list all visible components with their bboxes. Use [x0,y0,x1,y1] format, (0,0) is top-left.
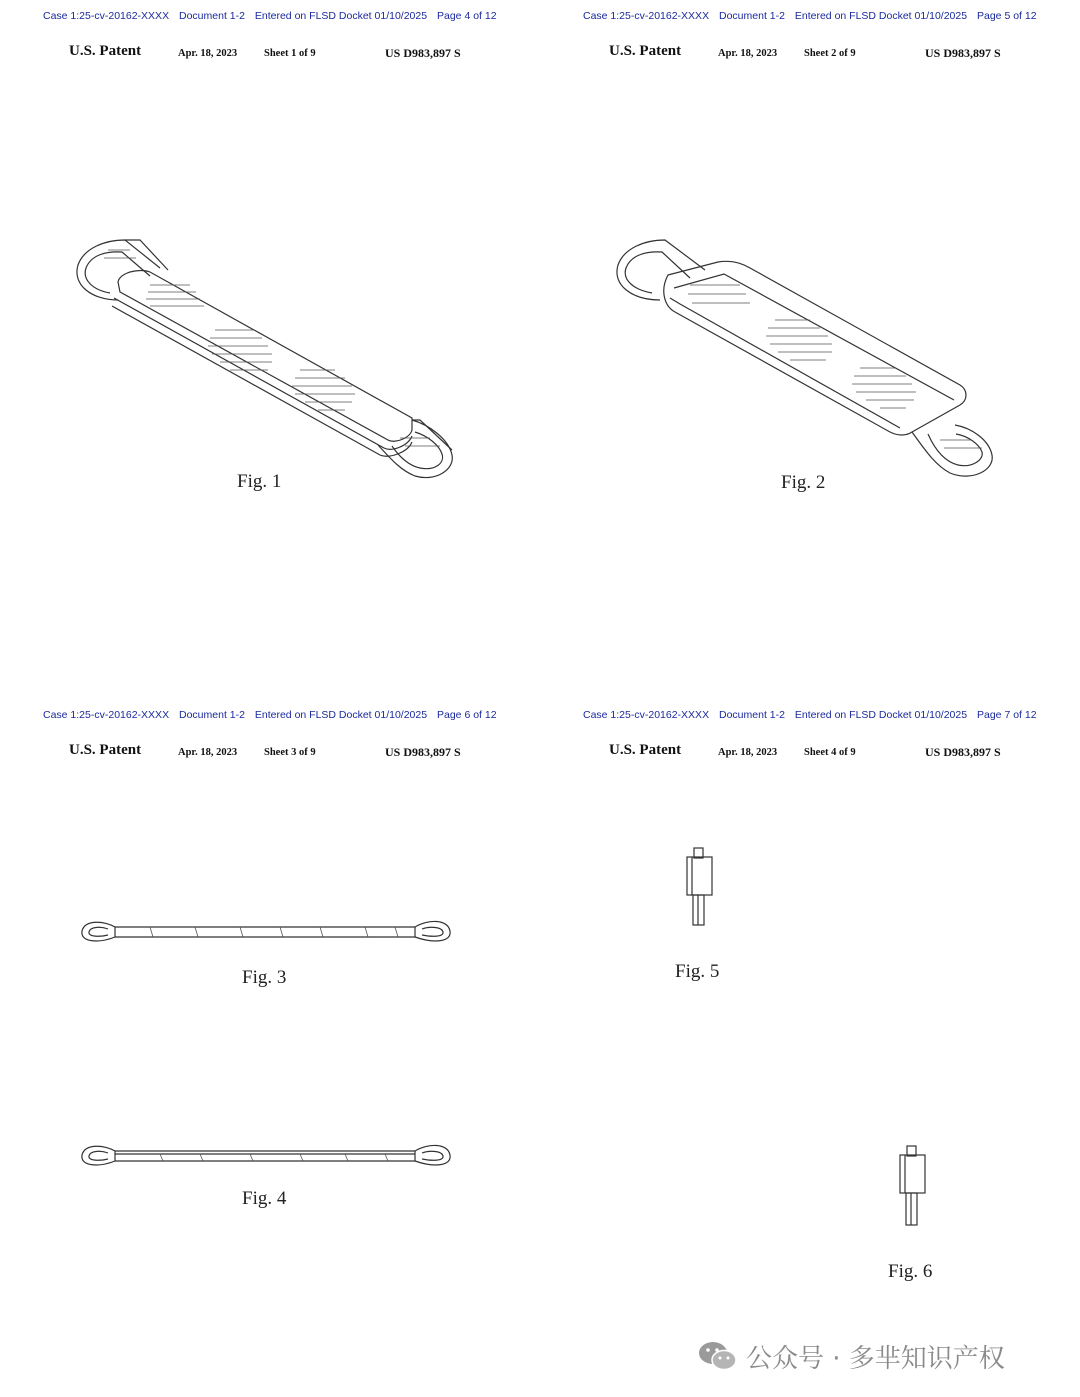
patent-sheet-3 [0,699,540,1397]
header-sheet: Sheet 1 of 9 [264,48,316,59]
docket-document: Document 1-2 [179,10,245,22]
docket-case: Case 1:25-cv-20162-XXXX [43,709,170,721]
patent-sheet-4 [540,699,1080,1397]
patent-sheet-2 [540,0,1080,698]
fig-2-label: Fig. 2 [781,472,826,493]
header-patent-number: US D983,897 S [385,745,461,759]
watermark-text: 公众号 · 多芈知识产权 [746,1343,1005,1374]
patent-sheet-1 [0,0,540,698]
docket-page: Page 4 of 12 [437,10,497,22]
docket-case: Case 1:25-cv-20162-XXXX [43,10,170,22]
fig-6-drawing [540,699,1080,1397]
docket-case: Case 1:25-cv-20162-XXXX [583,10,710,22]
header-title: U.S. Patent [609,43,682,59]
header-sheet: Sheet 3 of 9 [264,747,316,758]
header-title: U.S. Patent [609,742,682,758]
header-patent-number: US D983,897 S [925,745,1001,759]
fig-6-label: Fig. 6 [888,1261,933,1282]
fig-1-label: Fig. 1 [237,471,282,492]
header-sheet: Sheet 4 of 9 [804,747,856,758]
header-patent-number: US D983,897 S [925,46,1001,60]
fig-5-label: Fig. 5 [675,961,720,982]
docket-page: Page 5 of 12 [977,10,1037,22]
header-date: Apr. 18, 2023 [718,747,778,758]
fig-1-drawing [0,0,540,698]
docket-document: Document 1-2 [719,709,785,721]
docket-entered: Entered on FLSD Docket 01/10/2025 [794,10,968,22]
header-title: U.S. Patent [69,43,142,59]
fig-2-drawing [540,0,1080,698]
header-date: Apr. 18, 2023 [178,747,238,758]
docket-document: Document 1-2 [179,709,245,721]
fig-3-label: Fig. 3 [242,967,287,988]
docket-entered: Entered on FLSD Docket 01/10/2025 [794,709,968,721]
wechat-icon [698,1340,738,1372]
docket-case: Case 1:25-cv-20162-XXXX [583,709,710,721]
docket-document: Document 1-2 [719,10,785,22]
fig-4-label: Fig. 4 [242,1188,287,1209]
fig-4-drawing [0,699,540,1397]
docket-entered: Entered on FLSD Docket 01/10/2025 [254,709,428,721]
header-date: Apr. 18, 2023 [718,48,778,59]
header-title: U.S. Patent [69,742,142,758]
docket-page: Page 7 of 12 [977,709,1037,721]
header-sheet: Sheet 2 of 9 [804,48,856,59]
header-date: Apr. 18, 2023 [178,48,238,59]
header-patent-number: US D983,897 S [385,46,461,60]
watermark [698,1336,1005,1376]
docket-entered: Entered on FLSD Docket 01/10/2025 [254,10,428,22]
docket-page: Page 6 of 12 [437,709,497,721]
